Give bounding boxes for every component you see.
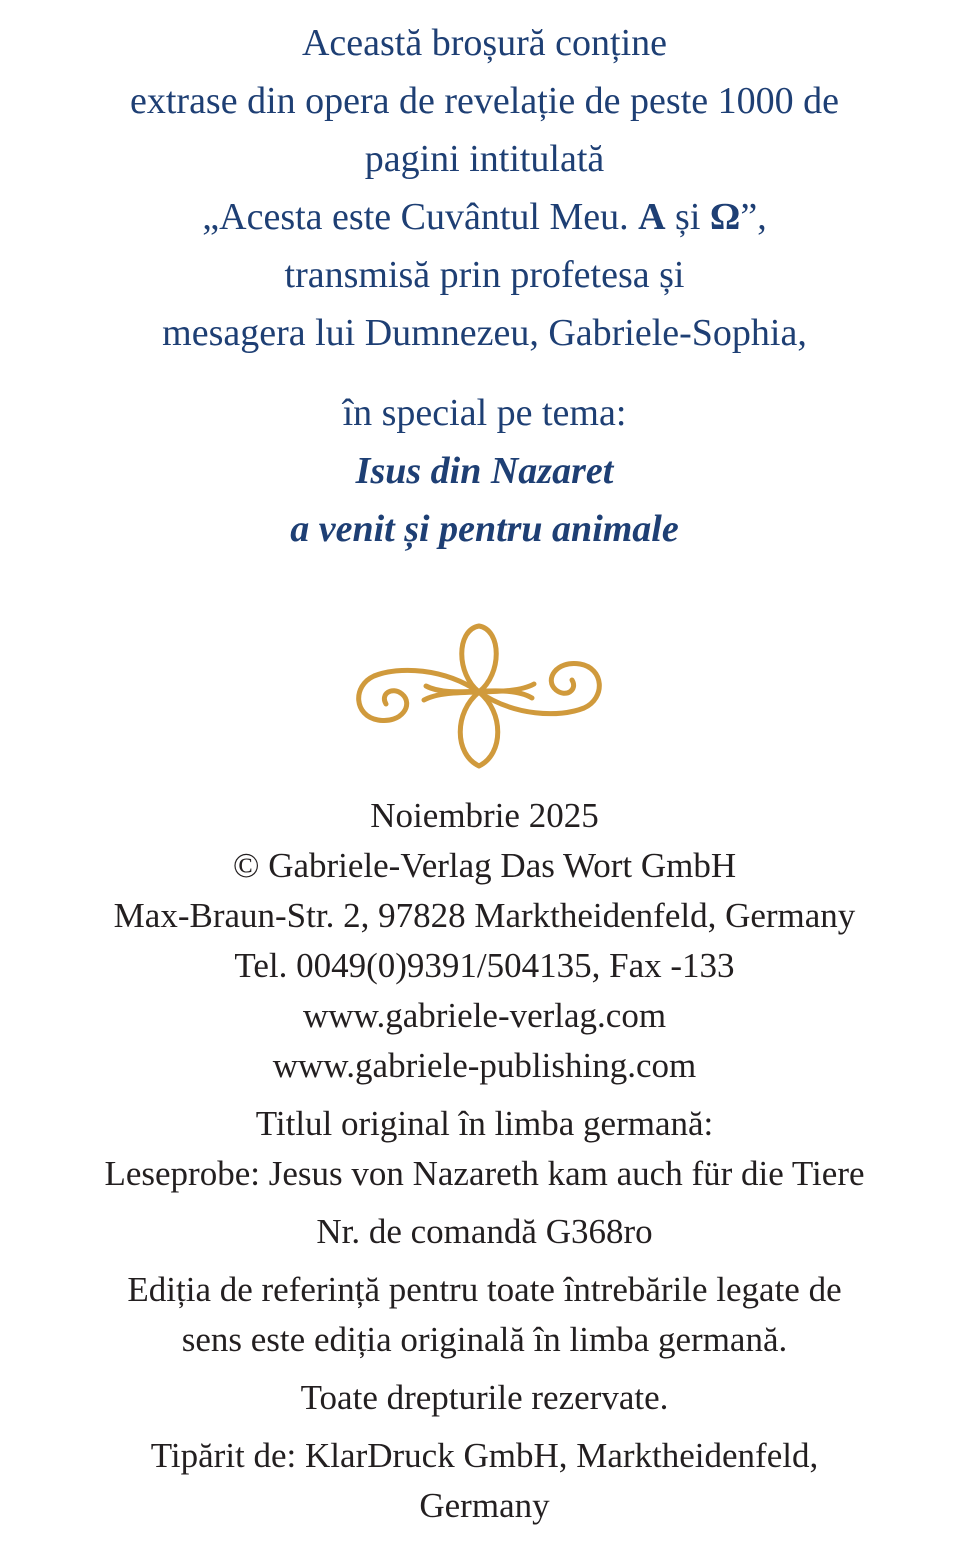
printer-line-1: Tipărit de: KlarDruck GmbH, Marktheidenfeld,: [150, 1436, 819, 1475]
reference-edition-line-1: Ediția de referință pentru toate întrebările legate de: [127, 1270, 842, 1309]
intro-line-3: pagini intitulată: [364, 138, 605, 180]
spacer: [0, 1365, 969, 1373]
copyright-line: © Gabriele-Verlag Das Wort GmbH: [232, 846, 737, 885]
intro-line-4: [0, 188, 969, 246]
original-title: Leseprobe: Jesus von Nazareth kam auch für die Tiere: [104, 1154, 865, 1193]
website-link-2[interactable]: www.gabriele-publishing.com: [272, 1046, 697, 1085]
intro-line-5: transmisă prin profetesa și: [284, 254, 685, 296]
topic-title-line-2: a venit și pentru animale: [290, 508, 679, 550]
imprint-block: [0, 791, 969, 1531]
work-title-prefix: „Acesta este Cuvântul Meu.: [202, 196, 639, 238]
intro-line-2: extrase din opera de revelație de peste 1000 de: [129, 80, 839, 122]
rights-notice: Toate drepturile rezervate.: [300, 1378, 669, 1417]
spacer: [0, 1257, 969, 1265]
publication-date: Noiembrie 2025: [370, 796, 599, 835]
order-number: Nr. de comandă G368ro: [316, 1212, 653, 1251]
flourish-ornament-icon: [344, 620, 614, 770]
topic-label: în special pe tema:: [342, 392, 627, 434]
topic-block: [0, 384, 969, 558]
omega-symbol: Ω: [709, 196, 741, 238]
intro-line-6: mesagera lui Dumnezeu, Gabriele-Sophia,: [162, 312, 807, 354]
website-link-1[interactable]: www.gabriele-verlag.com: [302, 996, 667, 1035]
publisher-address: Max-Braun-Str. 2, 97828 Marktheidenfeld, Germany: [113, 896, 856, 935]
work-title-middle: și: [665, 196, 710, 238]
work-title-suffix: ”,: [740, 196, 767, 238]
printer-line-2: Germany: [419, 1486, 550, 1525]
spacer: [0, 1199, 969, 1207]
publisher-phone: Tel. 0049(0)9391/504135, Fax -133: [234, 946, 735, 985]
intro-block: [0, 14, 969, 362]
alpha-symbol: A: [638, 196, 666, 238]
spacer: [0, 1423, 969, 1431]
spacer: [0, 1091, 969, 1099]
reference-edition-line-2: sens este ediția originală în limba germană.: [181, 1320, 788, 1359]
original-title-label: Titlul original în limba germană:: [255, 1104, 714, 1143]
topic-title-line-1: Isus din Nazaret: [355, 450, 614, 492]
intro-line-1: Această broșură conține: [301, 22, 668, 64]
